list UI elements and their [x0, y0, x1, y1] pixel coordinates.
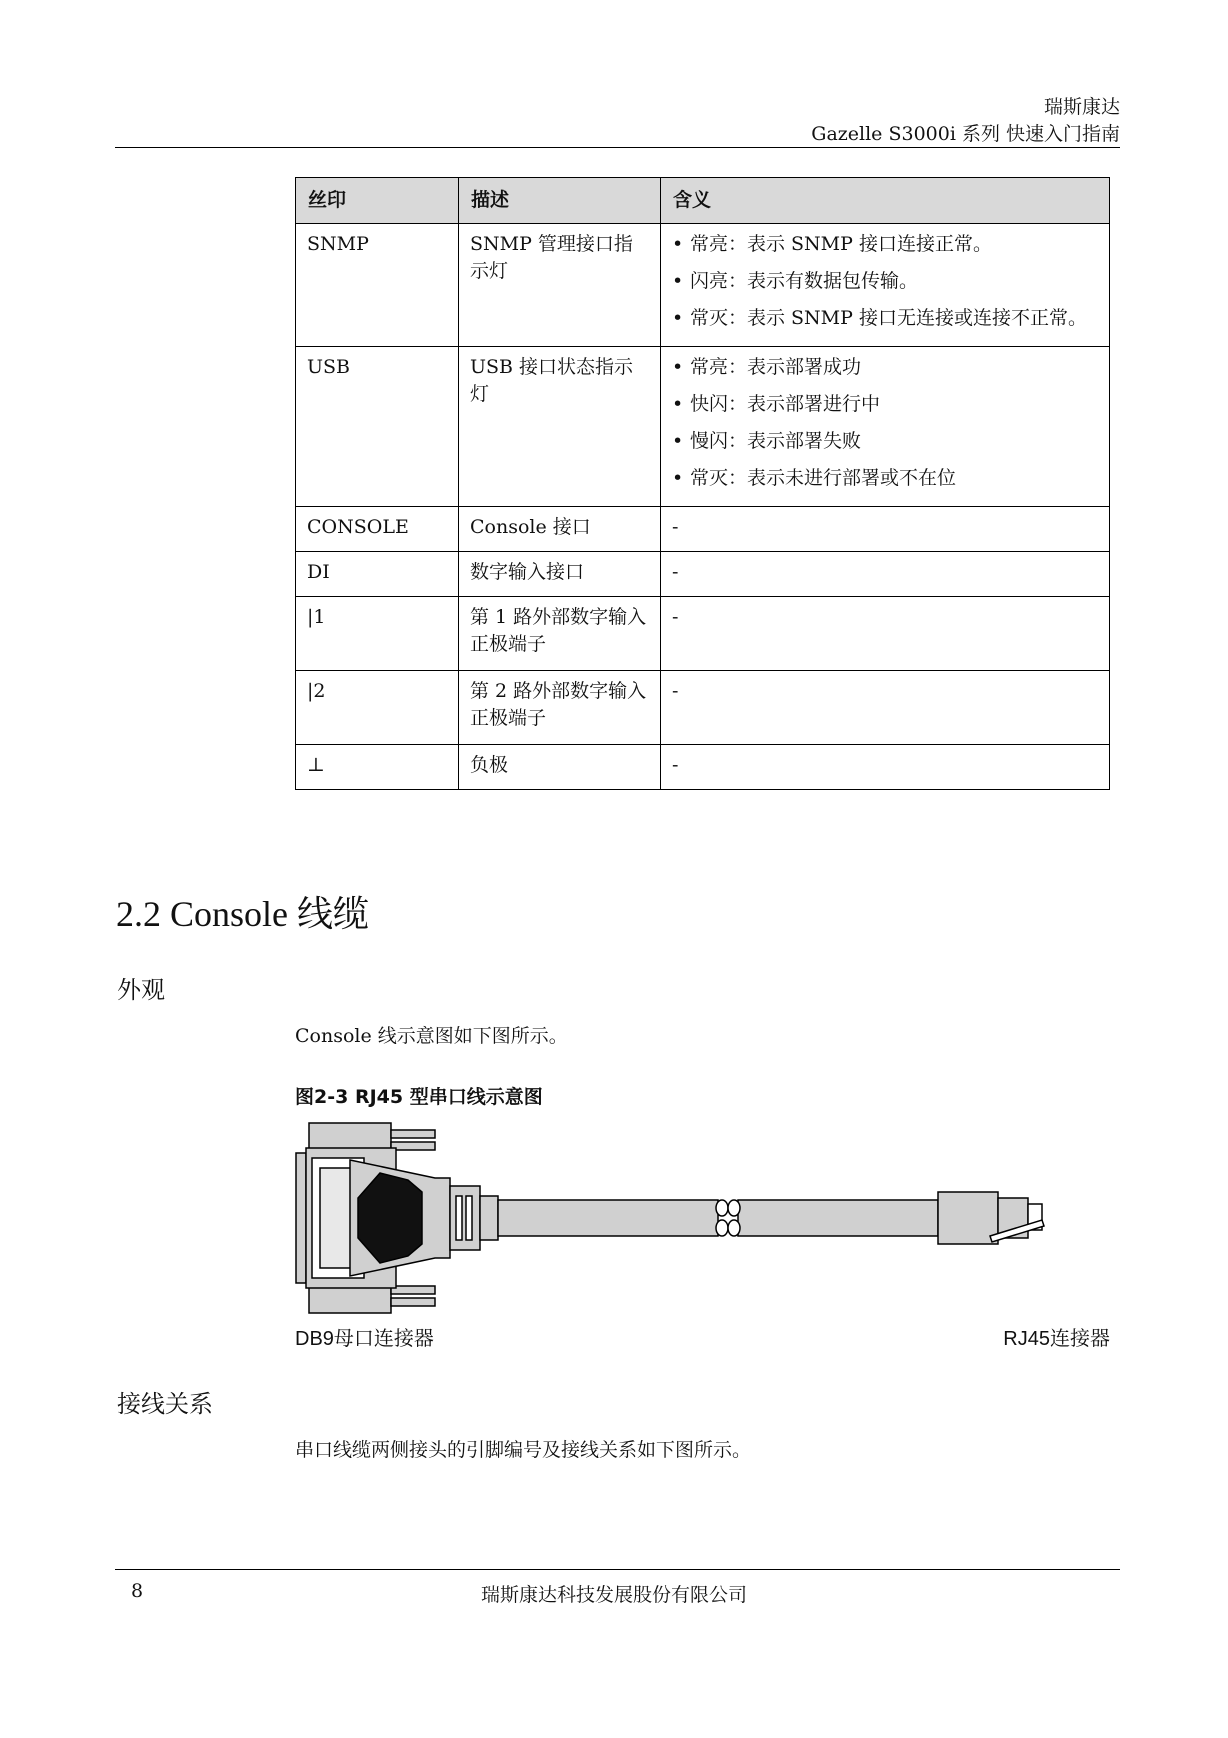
list-item: • 闪亮：表示有数据包传输。 [672, 263, 1097, 300]
led-indicator-table [295, 177, 1110, 790]
table-row [296, 224, 1110, 347]
list-item: • 常灭：表示未进行部署或不在位 [672, 460, 1097, 497]
db9-screw-bottom-2 [391, 1298, 435, 1306]
cell-label: ⊥ [296, 745, 459, 790]
footer-company: 瑞斯康达科技发展股份有限公司 [480, 1584, 747, 1606]
cell-description: 数字输入接口 [459, 552, 661, 597]
cable-segment-left [498, 1200, 718, 1236]
rj45-label: RJ45连接器 [1003, 1328, 1110, 1350]
page-number: 8 [131, 1580, 144, 1602]
cell-meaning: - [661, 597, 1110, 671]
list-item: • 常灭：表示 SNMP 接口无连接或连接不正常。 [672, 300, 1097, 337]
rj45-body [938, 1192, 998, 1244]
cell-description: 负极 [459, 745, 661, 790]
table-row [296, 552, 1110, 597]
cell-description: 第 1 路外部数字输入正极端子 [459, 597, 661, 671]
db9-strain-relief [450, 1186, 480, 1250]
db9-screw-top-2 [391, 1142, 435, 1150]
column-header-silkscreen: 丝印 [296, 178, 459, 224]
cable-diagram [290, 1118, 1120, 1318]
wiring-heading: 接线关系 [117, 1390, 213, 1418]
db9-face-edge [296, 1153, 306, 1283]
db9-label: DB9母口连接器 [295, 1328, 434, 1350]
cell-meaning [661, 347, 1110, 507]
figure-caption: 图2-3 RJ45 型串口线示意图 [295, 1086, 543, 1108]
table-row [296, 745, 1110, 790]
cell-description: Console 接口 [459, 507, 661, 552]
wiring-text: 串口线缆两侧接头的引脚编号及接线关系如下图所示。 [295, 1439, 752, 1461]
cell-meaning: - [661, 745, 1110, 790]
cell-label: USB [296, 347, 459, 507]
header-doc-title: Gazelle S3000i 系列 快速入门指南 [811, 123, 1120, 145]
db9-screw-bottom-1 [391, 1286, 435, 1294]
cable-figure [290, 1118, 1120, 1358]
section-title: 2.2 Console 线缆 [116, 894, 370, 934]
list-item: • 常亮：表示部署成功 [672, 349, 1097, 386]
column-header-description: 描述 [459, 178, 661, 224]
cell-meaning: - [661, 671, 1110, 745]
page-header [811, 94, 1120, 148]
table-row [296, 507, 1110, 552]
header-rule [115, 147, 1120, 148]
table-row [296, 671, 1110, 745]
cell-meaning: - [661, 507, 1110, 552]
db9-grip-pad [358, 1173, 422, 1263]
db9-cable-boot [480, 1196, 498, 1240]
db9-screw-top-1 [391, 1130, 435, 1138]
cell-label: |2 [296, 671, 459, 745]
column-header-meaning: 含义 [661, 178, 1110, 224]
cell-label: CONSOLE [296, 507, 459, 552]
header-company: 瑞斯康达 [1043, 96, 1120, 118]
cell-label: DI [296, 552, 459, 597]
meaning-list [672, 349, 1097, 497]
footer-rule [115, 1569, 1120, 1570]
cell-meaning [661, 224, 1110, 347]
table-header-row [296, 178, 1110, 224]
table-row [296, 597, 1110, 671]
meaning-list [672, 226, 1097, 337]
cell-description: SNMP 管理接口指示灯 [459, 224, 661, 347]
appearance-text: Console 线示意图如下图所示。 [295, 1025, 568, 1047]
table-row [296, 347, 1110, 507]
appearance-heading: 外观 [117, 976, 165, 1004]
cell-meaning: - [661, 552, 1110, 597]
list-item: • 快闪：表示部署进行中 [672, 386, 1097, 423]
list-item: • 慢闪：表示部署失败 [672, 423, 1097, 460]
cell-label: SNMP [296, 224, 459, 347]
cell-description: USB 接口状态指示灯 [459, 347, 661, 507]
cable-segment-right [738, 1200, 938, 1236]
cell-description: 第 2 路外部数字输入正极端子 [459, 671, 661, 745]
cell-label: |1 [296, 597, 459, 671]
list-item: • 常亮：表示 SNMP 接口连接正常。 [672, 226, 1097, 263]
